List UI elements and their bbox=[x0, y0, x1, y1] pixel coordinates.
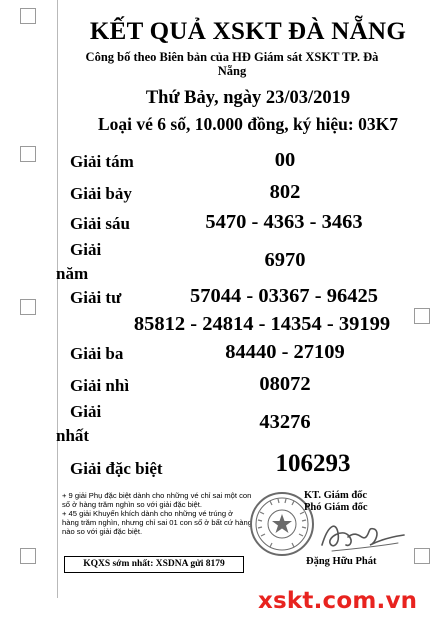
site-watermark: xskt.com.vn bbox=[258, 588, 418, 614]
note-phu-dac-biet: + 9 giải Phụ đặc biệt dành cho những vé chỉ sai một con số ở hàng trăm nghìn so với giải đặc biệt. bbox=[62, 491, 252, 509]
margin-guide-line bbox=[57, 0, 58, 598]
ticket-info: Loại vé 6 số, 10.000 đồng, ký hiệu: 03K7 bbox=[98, 114, 398, 134]
draw-date: Thứ Bảy, ngày 23/03/2019 bbox=[145, 88, 351, 108]
corner-mark bbox=[20, 548, 36, 564]
prize-numbers-giai-ba: 84440 - 27109 bbox=[225, 341, 345, 363]
prize-label-giai-nam-line1: Giải bbox=[70, 240, 102, 259]
corner-mark bbox=[20, 8, 36, 24]
corner-mark bbox=[20, 146, 36, 162]
prize-numbers-giai-sau: 5470 - 4363 - 3463 bbox=[205, 211, 363, 233]
prize-numbers-giai-tu-line2: 85812 - 24814 - 14354 - 39199 bbox=[133, 313, 391, 335]
prize-label-giai-nhi: Giải nhì bbox=[70, 376, 130, 395]
kqxs-sms-box: KQXS sớm nhất: XSDNA gửi 8179 bbox=[64, 556, 244, 573]
prize-label-giai-nam bbox=[56, 238, 130, 286]
prize-numbers-giai-tam: 00 bbox=[274, 149, 296, 171]
prize-numbers-giai-nam: 6970 bbox=[264, 249, 306, 271]
prize-numbers-giai-nhat: 43276 bbox=[259, 411, 311, 433]
signer-name: Đặng Hữu Phát bbox=[306, 556, 377, 567]
signature-title-line2: Phó Giám đốc bbox=[304, 502, 368, 513]
prize-label-giai-tam: Giải tám bbox=[70, 152, 134, 171]
corner-mark bbox=[414, 308, 430, 324]
document-title: KẾT QUẢ XSKT ĐÀ NẴNG bbox=[89, 18, 407, 45]
signature-title-line1: KT. Giám đốc bbox=[304, 490, 368, 501]
prize-label-giai-nhat bbox=[56, 400, 130, 448]
prize-numbers-giai-bay: 802 bbox=[269, 181, 301, 203]
subtitle-line-1: Công bố theo Biên bản của HĐ Giám sát XSKT TP. Đà bbox=[85, 50, 379, 64]
prize-label-giai-nhat-line1: Giải bbox=[70, 402, 102, 421]
prize-numbers-giai-nhi: 08072 bbox=[259, 373, 311, 395]
handwritten-signature-icon bbox=[318, 515, 408, 555]
prize-label-giai-dac-biet: Giải đặc biệt bbox=[70, 459, 163, 478]
subtitle-line-2: Nẵng bbox=[217, 64, 247, 78]
prize-numbers-giai-tu-line1: 57044 - 03367 - 96425 bbox=[190, 285, 378, 307]
corner-mark bbox=[414, 548, 430, 564]
prize-label-giai-tu: Giải tư bbox=[70, 288, 122, 307]
prize-label-giai-nhat-line2: nhất bbox=[56, 426, 90, 445]
note-khuyen-khich: + 45 giải Khuyến khích dành cho những vé trúng ở hàng trăm nghìn, nhưng chỉ sai 01 con số ở bất cứ hàng nào so với giải đặc biệt. bbox=[62, 509, 252, 536]
corner-mark bbox=[20, 299, 36, 315]
document-subtitle bbox=[62, 50, 402, 78]
prize-label-giai-sau: Giải sáu bbox=[70, 214, 130, 233]
prize-notes bbox=[62, 491, 252, 536]
prize-label-giai-nam-line2: năm bbox=[56, 264, 89, 283]
prize-label-giai-ba: Giải ba bbox=[70, 344, 124, 363]
prize-label-giai-bay: Giải bảy bbox=[70, 184, 132, 203]
prize-numbers-giai-dac-biet: 106293 bbox=[275, 450, 351, 477]
